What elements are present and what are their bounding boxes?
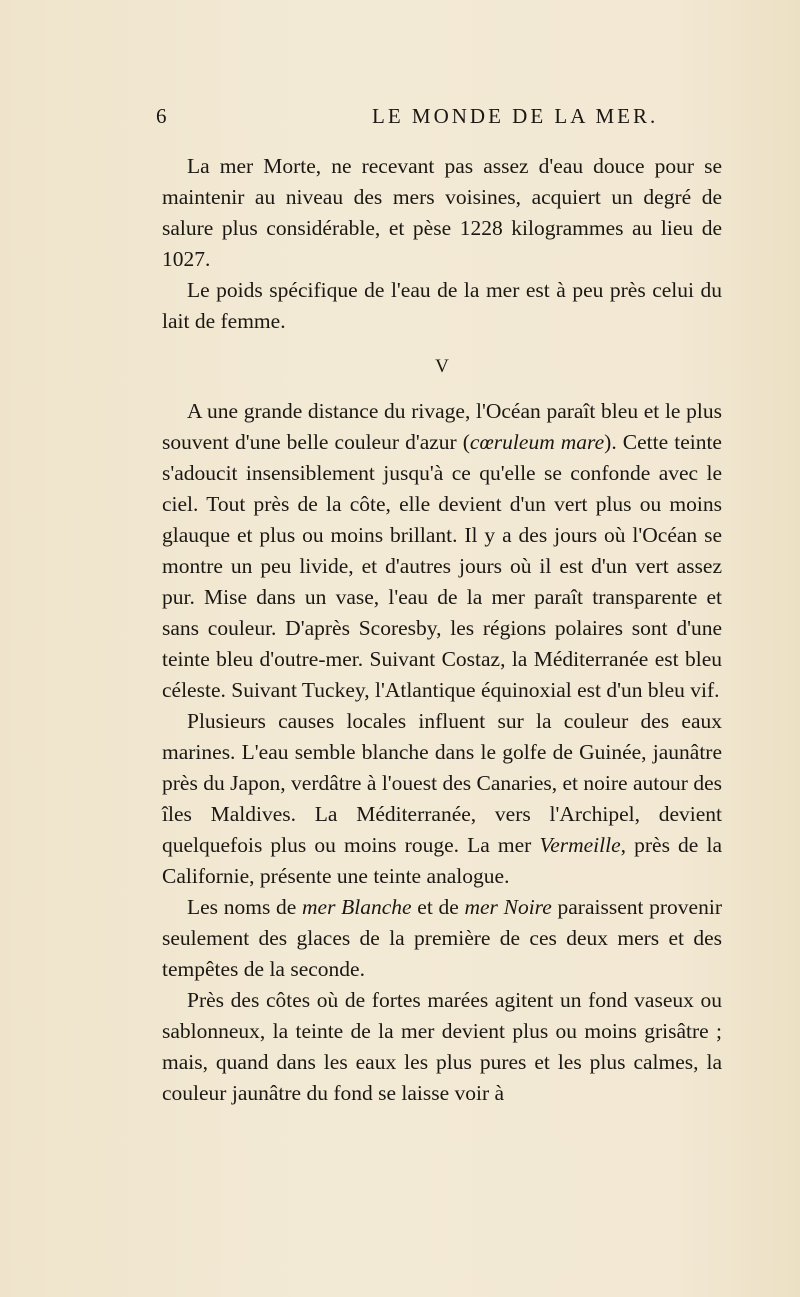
italic-latin-term: cœruleum mare	[469, 430, 605, 454]
italic-sea-name: Vermeille	[539, 833, 621, 857]
paragraph-dead-sea: La mer Morte, ne recevant pas assez d'eau douce pour se maintenir au niveau des mers voisines, acquiert un degré de salure plus considérable, et pèse 1228 kilogrammes au lieu de 1027.	[162, 154, 722, 271]
text-run: Les noms de	[187, 895, 303, 919]
paragraph-coastal-tint: Près des côtes où de fortes marées agitent un fond vaseux ou sablonneux, la teinte de la mer devient plus ou moins grisâtre ; mais, quand dans les eaux les plus pures et les plus calmes, la couleur jaunâtre du fond se laisse voir à	[162, 988, 722, 1105]
paragraph-specific-weight: Le poids spécifique de l'eau de la mer est à peu près celui du lait de femme.	[162, 278, 722, 333]
paragraph-sea-names	[162, 892, 722, 985]
section-heading: V	[435, 356, 449, 377]
text-run: paraissent provenir seulement des glaces de la première de ces deux mers et des tempêtes de la seconde.	[162, 895, 722, 981]
italic-sea-name: mer Noire	[464, 895, 552, 919]
running-title: LE MONDE DE LA MER.	[372, 104, 659, 128]
text-run: Plusieurs causes locales influent sur la couleur des eaux marines. L'eau semble blanche dans le golfe de Guinée, jaunâtre près du Japon, verdâtre à l'ouest des Canaries, et noire autour des îles Maldives. La Méditerranée, vers l'Archipel, devient quelquefois plus ou moins rouge. La mer	[162, 709, 722, 857]
text-run: , près de la Californie, présente une teinte analogue.	[162, 833, 722, 888]
page-header	[156, 104, 722, 134]
page-number: 6	[156, 104, 167, 128]
body-text	[162, 151, 722, 1109]
paragraph-local-causes	[162, 706, 722, 892]
paragraph-ocean-color	[162, 396, 722, 706]
text-run: ). Cette teinte s'adoucit insensiblement jusqu'à ce qu'elle se confonde avec le ciel. Tout près de la côte, elle devient d'un vert plus ou moins glauque et plus ou moins brillant. Il y a des jours où l'Océan se montre un peu livide, et d'autres jours où il est d'un vert assez pur. Mise dans un vase, l'eau de la mer paraît transparente et sans couleur. D'après Scoresby, les régions polaires sont d'une teinte bleu d'outre-mer. Suivant Costaz, la Méditerranée est bleu céleste. Suivant Tuckey, l'Atlantique équinoxial est d'un bleu vif.	[162, 430, 722, 702]
italic-sea-name: mer Blanche	[302, 895, 412, 919]
text-run: A une grande distance du rivage, l'Océan paraît bleu et le plus souvent d'une belle couleur d'azur (	[162, 399, 722, 454]
text-run: et de	[411, 895, 465, 919]
